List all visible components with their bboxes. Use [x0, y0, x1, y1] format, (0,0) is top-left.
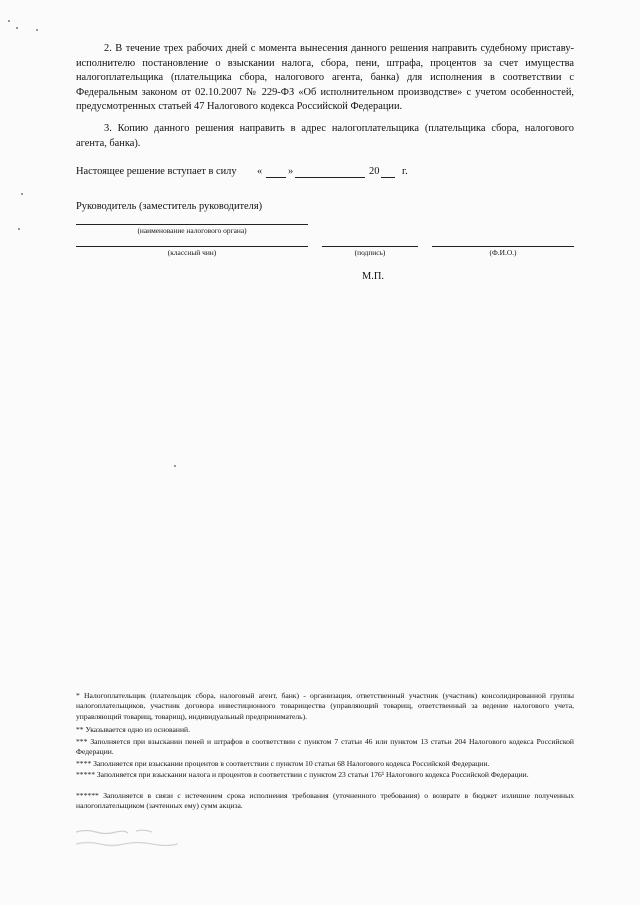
effective-date-label: Настоящее решение вступает в силу — [76, 166, 237, 177]
footnote-2: ** Указывается одно из оснований. — [76, 725, 190, 734]
fio-line — [432, 246, 574, 247]
signature-caption: (подпись) — [354, 248, 386, 257]
day-blank — [266, 177, 286, 178]
footnote-3: *** Заполняется при взыскании пеней и штрафов в соответствии с пунктом 7 статьи 46 или пунктом 13 статьи 204 Налогового кодекса Российской Федерации. — [76, 737, 574, 757]
footnote-5: ***** Заполняется при взыскании налога и процентов в соответствии с пунктом 23 статьи 176¹ Налогового кодекса Российской Федерации. — [76, 770, 529, 779]
year-blank — [381, 177, 395, 178]
faint-stamp-mark — [74, 826, 204, 850]
paragraph-3: 3. Копию данного решения направить в адрес налогоплательщика (плательщика сбора, налогового агента, банка). — [76, 123, 574, 149]
quote-close: » — [288, 166, 294, 177]
head-label: Руководитель (заместитель руководителя) — [76, 201, 263, 212]
fio-caption: (Ф.И.О.) — [489, 248, 517, 257]
year-prefix: 20 — [369, 166, 380, 177]
seal-mark: М.П. — [362, 271, 384, 282]
class-rank-line — [76, 246, 308, 247]
effective-date-line — [76, 165, 576, 181]
class-rank-caption: (классный чин) — [167, 248, 217, 257]
tax-authority-line — [76, 224, 308, 225]
footnote-4: **** Заполняется при взыскании процентов в соответствии с пунктом 10 статьи 68 Налогового кодекса Российской Федерации. — [76, 759, 490, 768]
year-suffix: г. — [402, 166, 408, 177]
footnote-6: ****** Заполняется в связи с истечением срока исполнения требования (уточненного требования) о возврате в бюджет излишне полученных налогоплательщиком (зачтенных ему) сумм акциза. — [76, 791, 574, 811]
quote-open: « — [257, 166, 263, 177]
month-blank — [295, 177, 365, 178]
signature-line — [322, 246, 418, 247]
paragraph-2: 2. В течение трех рабочих дней с момента вынесения данного решения направить судебному приставу-исполнителю постановление о взыскании налога, сбора, пени, штрафа, процентов за счет имущества налогоплательщика (плательщика сбора, налогового агента, банка) для исполнения в соответствии с Федеральным законом от 02.10.2007 № 229-ФЗ «Об исполнительном производстве» с учетом особенностей, предусмотренных статьей 47 Налогового кодекса Российской Федерации. — [76, 43, 574, 113]
footnote-1: * Налогоплательщик (плательщик сбора, налоговый агент, банк) - организация, ответственный участник (участник) консолидированной группы налогоплательщиков, участник договора инвестиционного товарищества (управляющий товарищ, ответственный за ведение налогового учета, управляющий товарищ, товарищ), индивидуальный предприниматель). — [76, 691, 574, 721]
tax-authority-caption: (наименование налогового органа) — [137, 226, 247, 235]
